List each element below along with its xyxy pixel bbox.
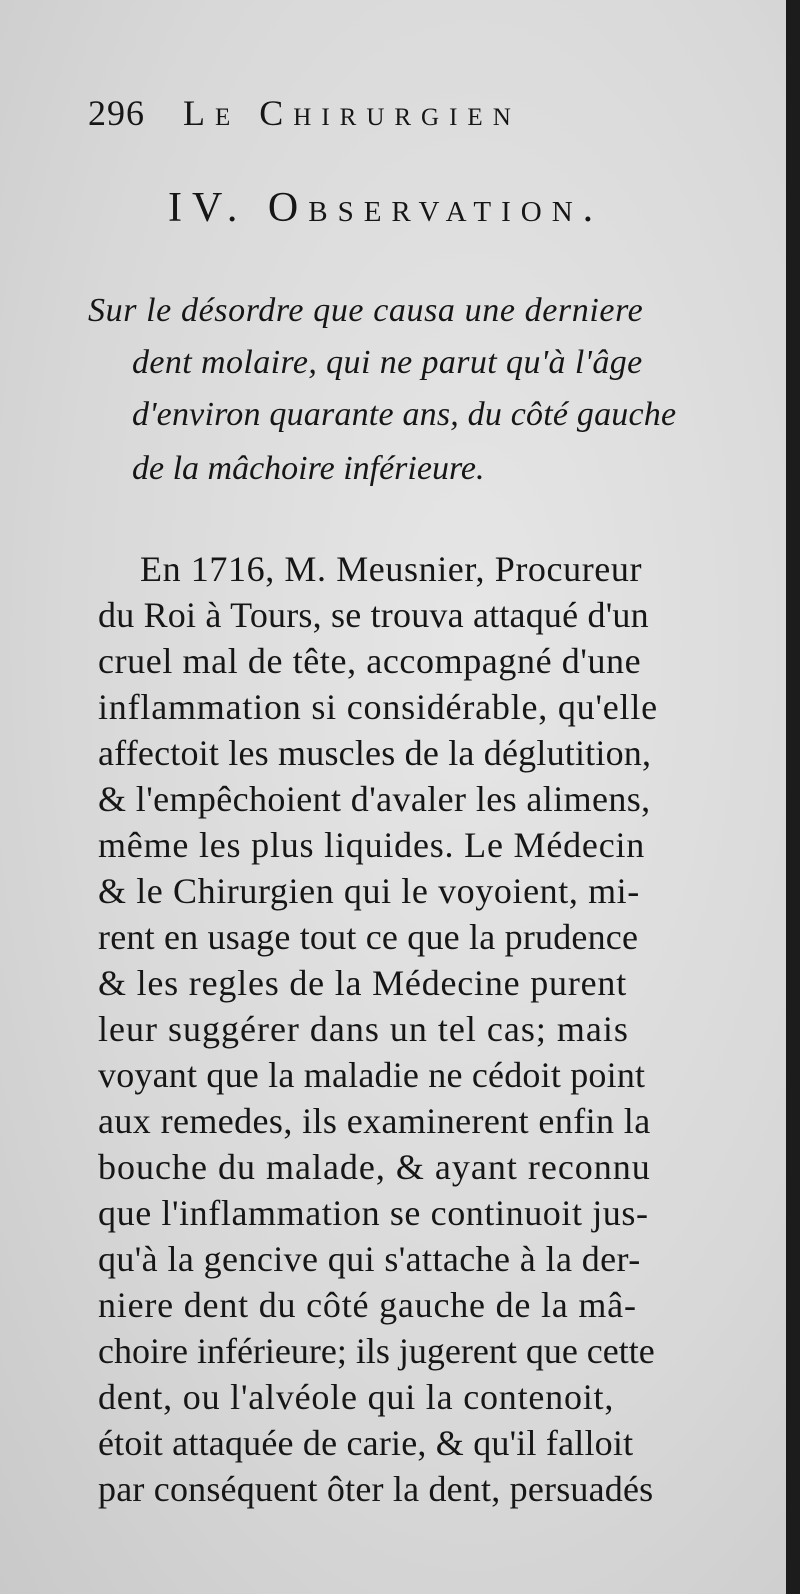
body-line: voyant que la maladie ne cédoit point	[98, 1055, 646, 1095]
body-line: cruel mal de tête, accompagné d'une	[98, 641, 642, 681]
page-edge-shadow	[786, 0, 800, 1594]
summary-line: Sur le désordre que causa une derniere	[88, 292, 644, 329]
body-line: affectoit les muscles de la déglutition,	[98, 733, 652, 773]
body-line: étoit attaquée de carie, & qu'il falloit	[98, 1423, 634, 1463]
body-line: leur suggérer dans un tel cas; mais	[98, 1009, 629, 1049]
summary-line: dent molaire, qui ne parut qu'à l'âge	[132, 344, 643, 381]
body-line: aux remedes, ils examinerent enfin la	[98, 1101, 651, 1141]
body-line: & le Chirurgien qui le voyoient, mi-	[98, 871, 640, 911]
body-line: rent en usage tout ce que la prudence	[98, 917, 639, 957]
body-line: choire inférieure; ils jugerent que cette	[98, 1331, 655, 1371]
running-header	[88, 92, 521, 134]
body-line: niere dent du côté gauche de la mâ-	[98, 1285, 637, 1325]
body-line: bouche du malade, & ayant reconnu	[98, 1147, 651, 1187]
page-number: 296	[88, 93, 145, 133]
body-line: du Roi à Tours, se trouva attaqué d'un	[98, 595, 649, 635]
body-line: dent, ou l'alvéole qui la contenoit,	[98, 1377, 615, 1417]
body-line: En 1716, M. Meusnier, Procureur	[140, 549, 643, 589]
body-line: par conséquent ôter la dent, persuadés	[98, 1469, 654, 1509]
body-line: inflammation si considérable, qu'elle	[98, 687, 658, 727]
summary-line: de la mâchoire inférieure.	[132, 450, 485, 487]
body-line: & les regles de la Médecine purent	[98, 963, 628, 1003]
summary-line: d'environ quarante ans, du côté gauche	[132, 396, 677, 433]
body-line: que l'inflammation se continuoit jus-	[98, 1193, 649, 1233]
body-line: qu'à la gencive qui s'attache à la der-	[98, 1239, 641, 1279]
body-line: même les plus liquides. Le Médecin	[98, 825, 646, 865]
observation-heading: IV. Observation.	[168, 185, 604, 231]
running-title: Le Chirurgien	[183, 93, 521, 133]
body-line: & l'empêchoient d'avaler les alimens,	[98, 779, 651, 819]
